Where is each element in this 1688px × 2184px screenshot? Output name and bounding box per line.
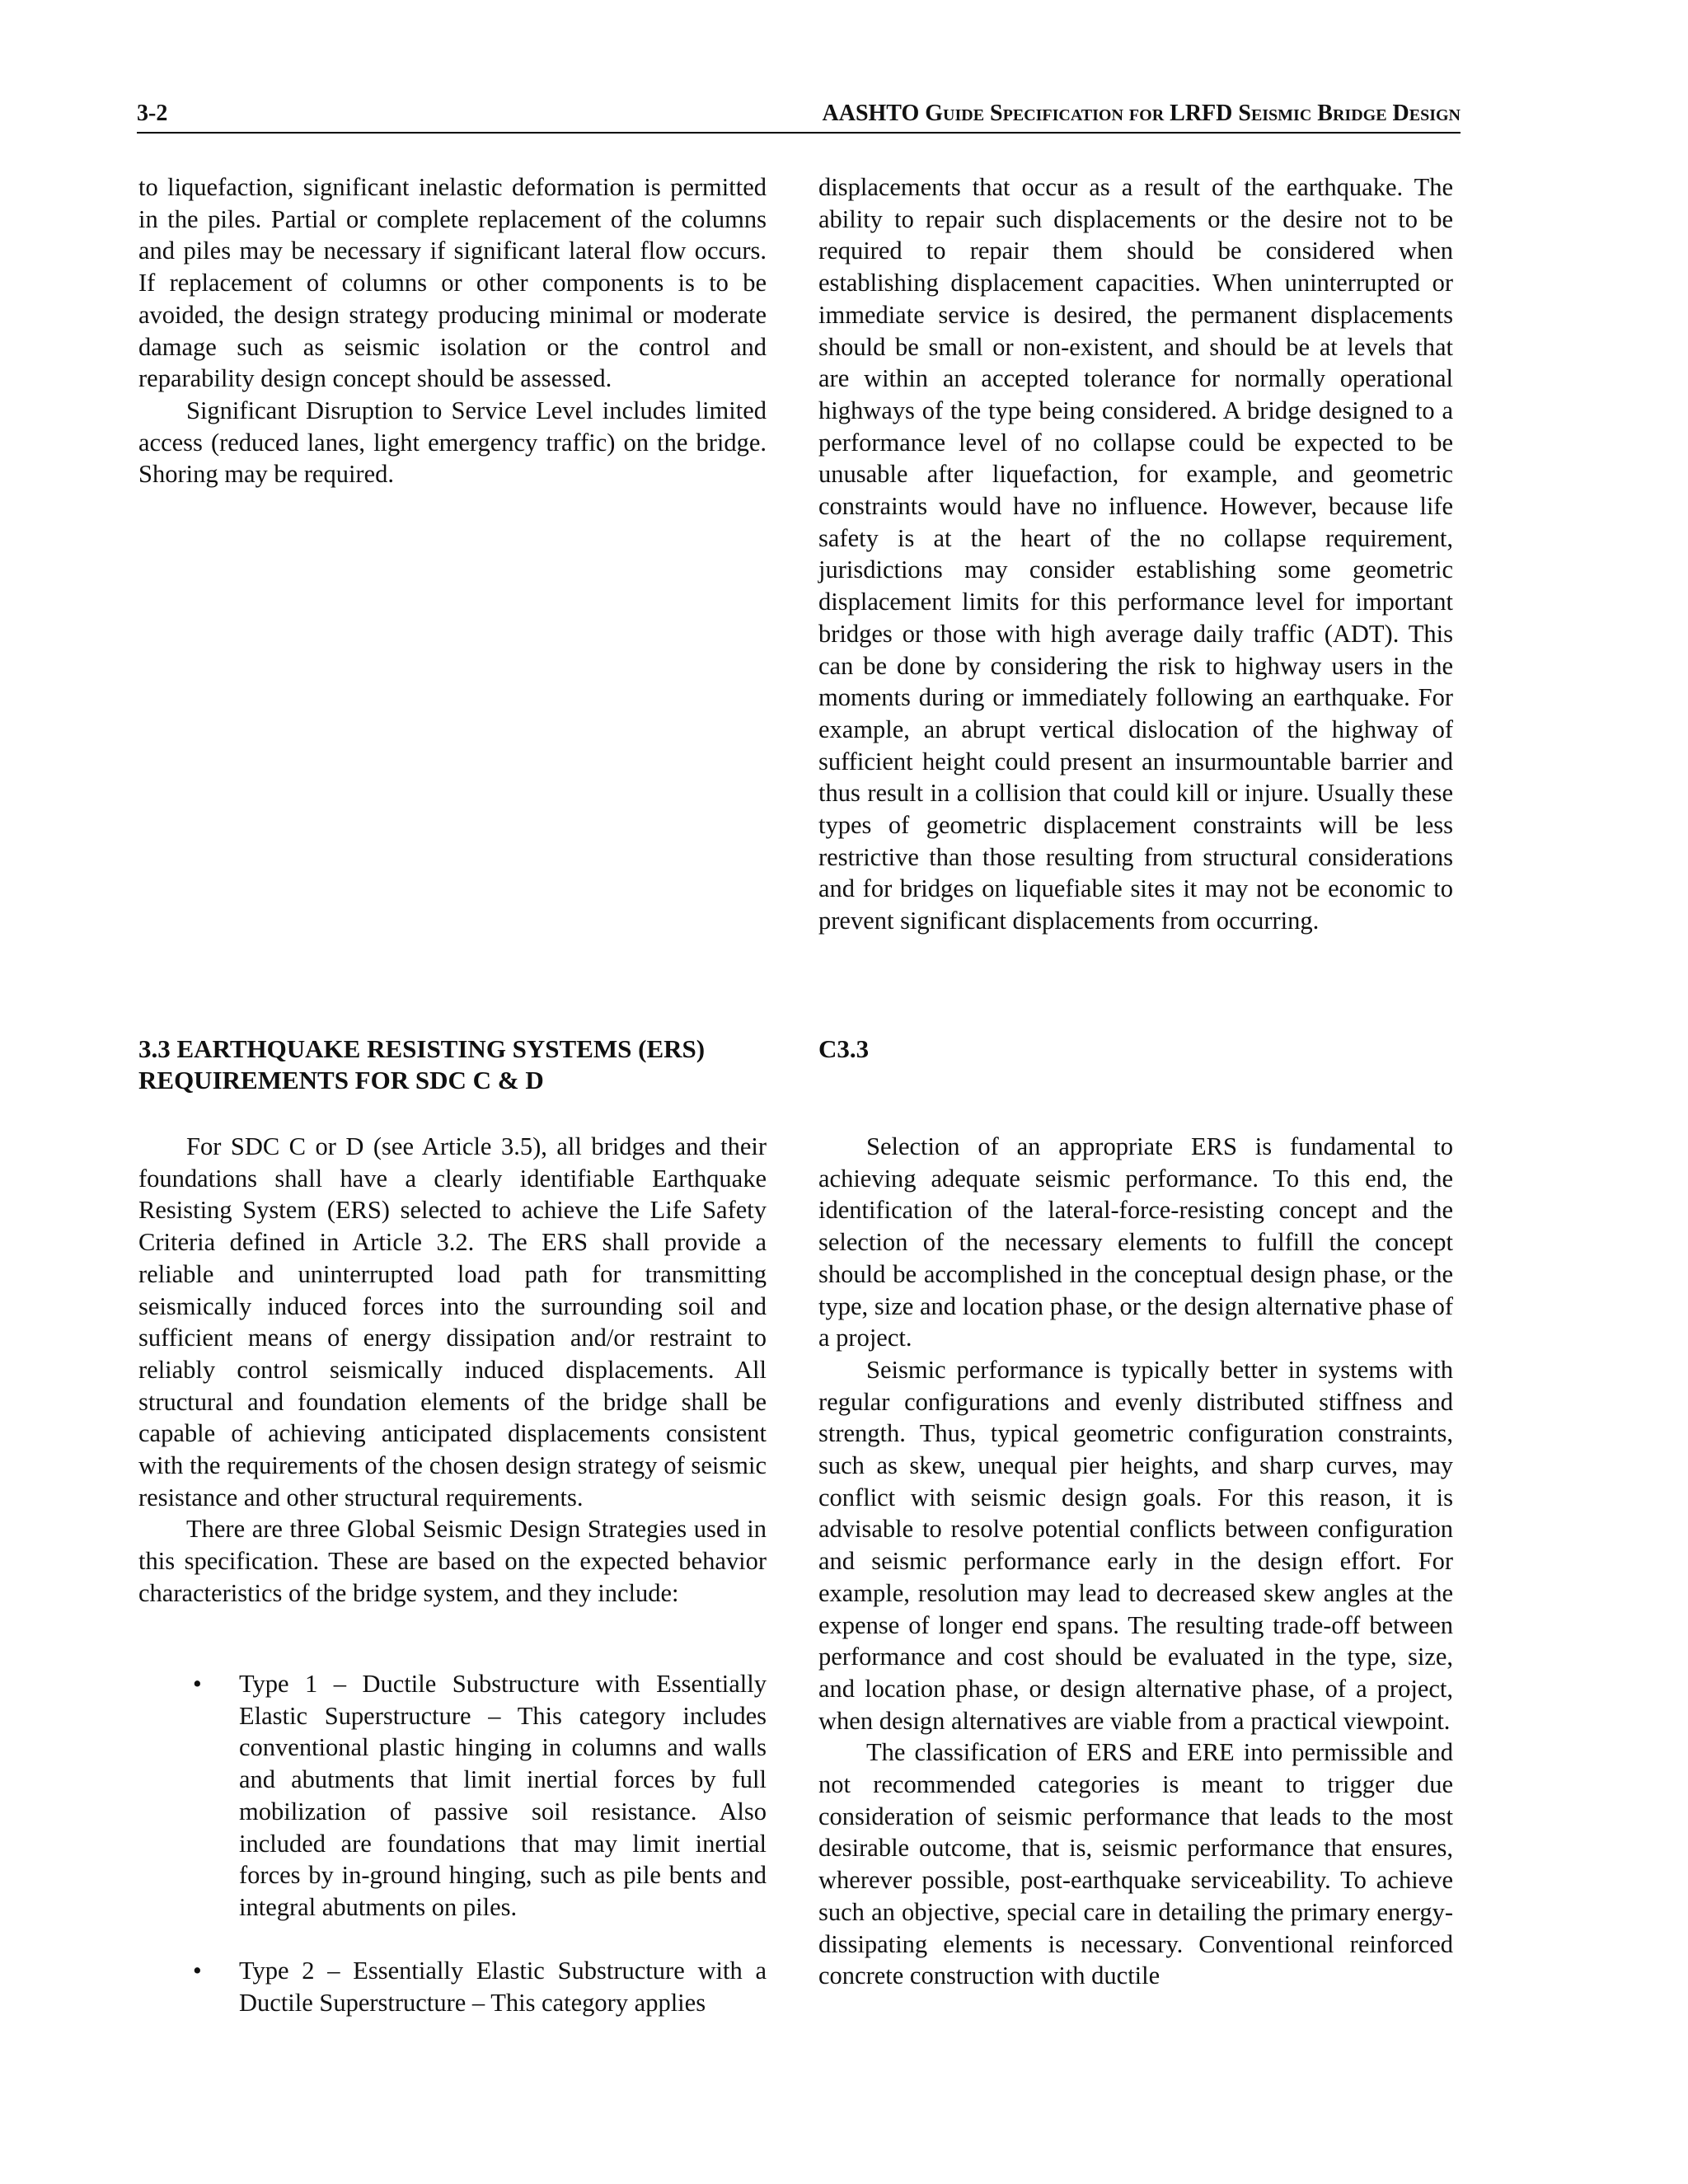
left-column-top — [138, 171, 767, 490]
strategy-bullet-list — [138, 1668, 767, 2019]
running-header — [137, 99, 1461, 134]
paragraph-displacements: displacements that occur as a result of the earthquake. The ability to repair such displacements or the desire not to be required to repair them should be considered when establishing displacement capacities. When uninterrupted or immediate service is desired, the permanent displacements should be small or non-existent, and should be at levels that are within an accepted tolerance for normally operational highways of the type being considered. A bridge designed to a performance level of no collapse could be expected to be unusable after liquefaction, for example, and geometric constraints would have no influence. However, because life safety is at the heart of the no collapse requirement, jurisdictions may consider establishing some geometric displacement limits for this performance level for important bridges or those with high average daily traffic (ADT). This can be done by considering the risk to highway users in the moments during or immediately following an earthquake. For example, an abrupt vertical dislocation of the highway of sufficient height could present an insurmountable barrier and thus result in a collision that could kill or injure. Usually these types of geometric displacement constraints will be less restrictive than those resulting from structural considerations and for bridges on liquefiable sites it may not be economic to prevent significant displacements from occurring. — [818, 173, 1453, 935]
paragraph-classification-ers: The classification of ERS and ERE into permissible and not recommended categories is meant to trigger due consideration of seismic performance that leads to the most desirable outcome, that is, seismic performance that ensures, wherever possible, post-earthquake serviceability. To achieve such an objective, special care in detailing the primary energy-dissipating elements is necessary. Conventional reinforced concrete construction with ductile — [818, 1738, 1453, 1990]
paragraph-seismic-performance: Seismic performance is typically better in systems with regular configurations and evenly distributed stiffness and strength. Thus, typical geometric configuration constraints, such as skew, unequal pier heights, and sharp curves, may conflict with seismic design goals. For this reason, it is advisable to resolve potential conflicts between configuration and seismic performance early in the design effort. For example, resolution may lead to decreased skew angles at the expense of longer end spans. The resulting trade-off between performance and cost should be evaluated in the type, size, and location phase, or design alternative phase, of a project, when design alternatives are viable from a practical viewpoint. — [818, 1355, 1453, 1735]
bullet-type-2 — [138, 1955, 767, 2018]
paragraph-significant-disruption: Significant Disruption to Service Level includes limited access (reduced lanes, light emergency traffic) on the bridge. Shoring may be required. — [138, 396, 767, 489]
bullet-type-1-text: Type 1 – Ductile Substructure with Essentially Elastic Superstructure – This category includes conventional plastic hinging in columns and walls and abutments that limit inertial forces by full mobilization of passive soil resistance. Also included are foundations that may limit inertial forces by in-ground hinging, such as pile bents and integral abutments on piles. — [239, 1670, 767, 1921]
paragraph-sdc-c-d: For SDC C or D (see Article 3.5), all bridges and their foundations shall have a clearly identifiable Earthquake Resisting System (ERS) selected to achieve the Life Safety Criteria defined in Article 3.2. The ERS shall provide a reliable and uninterrupted load path for transmitting seismically induced forces into the surrounding soil and sufficient means of energy dissipation and/or restraint to reliably control seismically induced displacements. All structural and foundation elements of the bridge shall be capable of achieving anticipated displacements consistent with the requirements of the chosen design strategy of seismic resistance and other structural requirements. — [138, 1132, 767, 1511]
page-number: 3-2 — [137, 101, 168, 126]
left-column-bottom — [138, 1131, 767, 1610]
bullet-dot: • — [193, 1957, 202, 1985]
section-heading-line-2: REQUIREMENTS FOR SDC C & D — [138, 1066, 544, 1094]
section-heading-3-3 — [138, 1033, 781, 1096]
bullet-dot: • — [193, 1670, 202, 1698]
paragraph-liquefaction: to liquefaction, significant inelastic deformation is permitted in the piles. Partial or complete replacement of the columns and piles may be necessary if significant lateral flow occurs. If replacement of columns or other components is to be avoided, the design strategy producing minimal or moderate damage such as seismic isolation or the control and reparability design concept should be assessed. — [138, 173, 767, 393]
running-title: AASHTO Guide Specification for LRFD Seismic Bridge Design — [822, 101, 1461, 126]
right-column-top — [818, 171, 1453, 937]
bullet-type-1 — [138, 1668, 767, 1924]
bullet-type-2-text: Type 2 – Essentially Elastic Substructure with a Ductile Superstructure – This category applies — [239, 1957, 767, 2018]
paragraph-selection-ers: Selection of an appropriate ERS is fundamental to achieving adequate seismic performance. To this end, the identification of the lateral-force-resisting concept and the selection of the necessary elements to fulfill the concept should be accomplished in the conceptual design phase, or the type, size and location phase, or the design alternative phase of a project. — [818, 1132, 1453, 1352]
commentary-heading-c3-3: C3.3 — [818, 1034, 870, 1063]
right-column-bottom — [818, 1131, 1453, 1992]
paragraph-global-strategies: There are three Global Seismic Design Strategies used in this specification. These are based on the expected behavior characteristics of the bridge system, and they include: — [138, 1515, 767, 1607]
section-heading-line-1: 3.3 EARTHQUAKE RESISTING SYSTEMS (ERS) — [138, 1034, 706, 1063]
